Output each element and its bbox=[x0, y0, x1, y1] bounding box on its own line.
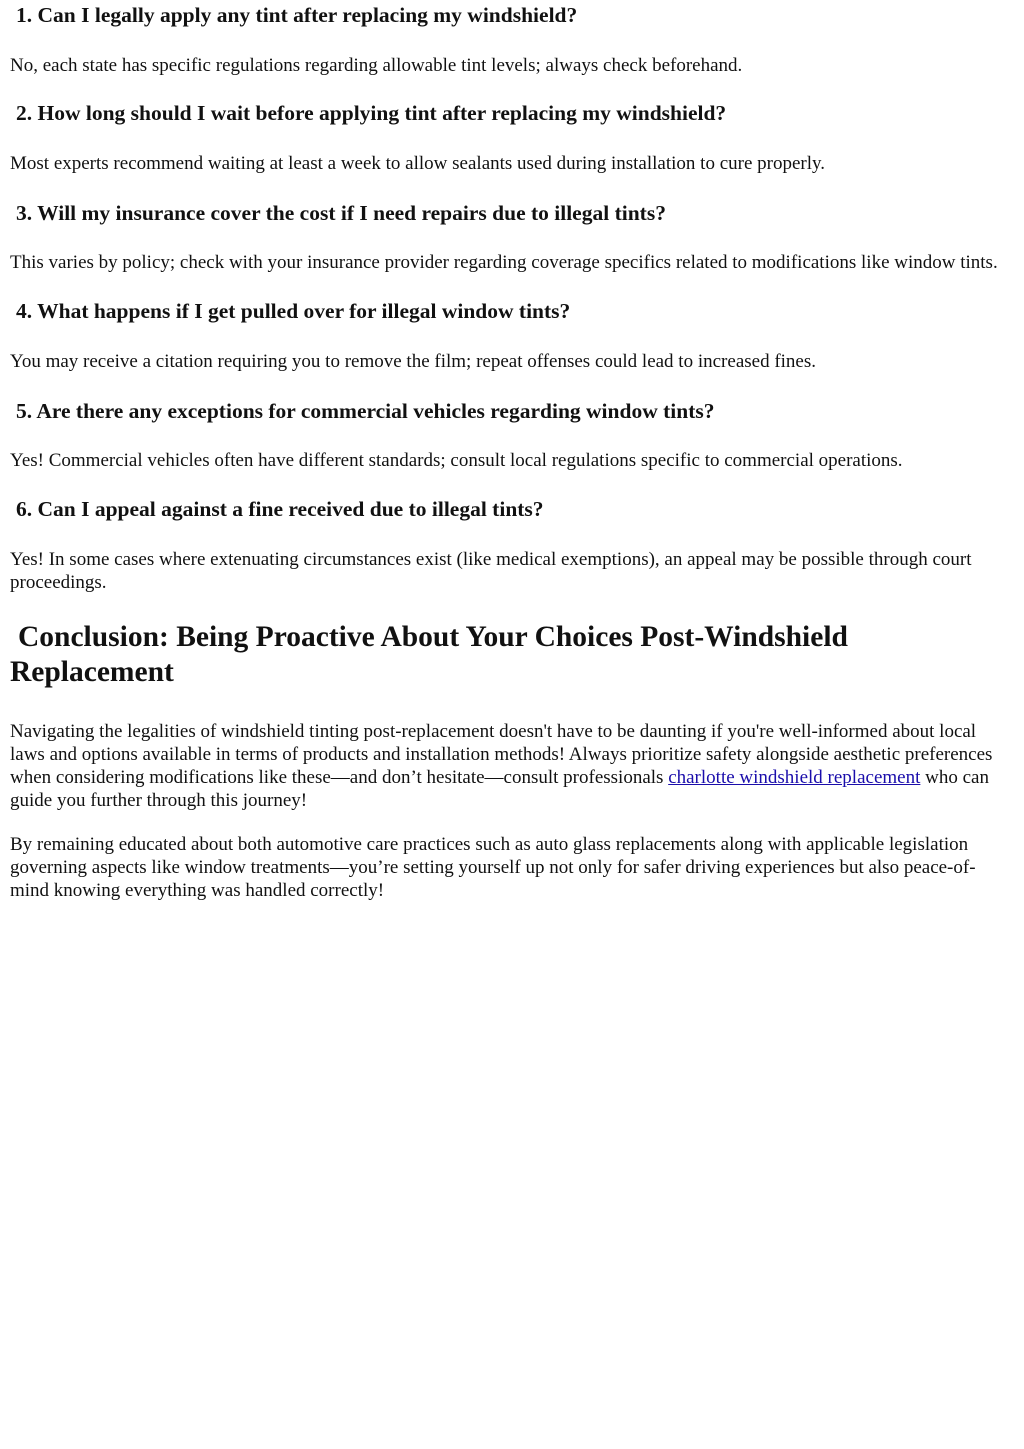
charlotte-windshield-replacement-link[interactable]: charlotte windshield replacement bbox=[668, 766, 921, 788]
faq-question: 3. Will my insurance cover the cost if I need repairs due to illegal tints? bbox=[16, 200, 666, 225]
paragraph-text: who can guide you further through this journey! bbox=[10, 766, 989, 811]
faq-answer: No, each state has specific regulations regarding allowable tint levels; always check beforehand. bbox=[10, 54, 743, 76]
faq-question: 5. Are there any exceptions for commercial vehicles regarding window tints? bbox=[16, 399, 715, 424]
faq-item-2 bbox=[10, 101, 1014, 175]
faq-question: 4. What happens if I get pulled over for illegal window tints? bbox=[16, 299, 571, 324]
faq-item-1 bbox=[10, 3, 1014, 77]
faq-question: 6. Can I appeal against a fine received due to illegal tints? bbox=[16, 496, 544, 521]
conclusion-heading-text: Conclusion: Being Proactive About Your Choices Post-Windshield Replacement bbox=[10, 620, 848, 688]
faq-answer: Most experts recommend waiting at least a week to allow sealants used during installation to cure properly. bbox=[10, 152, 826, 174]
faq-item-5 bbox=[10, 399, 1014, 472]
article-page bbox=[0, 3, 1024, 1449]
faq-answer: Yes! Commercial vehicles often have different standards; consult local regulations specific to commercial operations. bbox=[10, 449, 903, 471]
paragraph-text: Navigating the legalities of windshield tinting post-replacement doesn't have to be daunting if you're well-informed about local laws and options available in terms of products and installation methods! Always prioritize safety alongside aesthetic preferences when considering modifications like these—and don’t hesitate—consult professionals bbox=[10, 720, 993, 788]
faq-item-6 bbox=[10, 497, 1014, 594]
faq-answer: This varies by policy; check with your insurance provider regarding coverage specifics related to modifications like window tints. bbox=[10, 252, 998, 274]
faq-item-3 bbox=[10, 201, 1014, 275]
conclusion-paragraph-2: By remaining educated about both automotive care practices such as auto glass replacements along with applicable legislation governing aspects like window treatments—you’re setting yourself up not only for safer driving experiences but also peace-of-mind knowing everything was handled correctly! bbox=[10, 833, 976, 901]
faq-answer: You may receive a citation requiring you to remove the film; repeat offenses could lead to increased fines. bbox=[10, 351, 817, 373]
conclusion-section bbox=[10, 620, 1014, 902]
faq-answer: Yes! In some cases where extenuating circumstances exist (like medical exemptions), an appeal may be possible through court proceedings. bbox=[10, 548, 972, 593]
faq-item-4 bbox=[10, 299, 1014, 373]
faq-question: 1. Can I legally apply any tint after replacing my windshield? bbox=[16, 3, 578, 27]
conclusion-heading bbox=[10, 620, 1014, 690]
conclusion-paragraph-1 bbox=[10, 720, 1014, 812]
faq-question: 2. How long should I wait before applying tint after replacing my windshield? bbox=[16, 100, 727, 125]
